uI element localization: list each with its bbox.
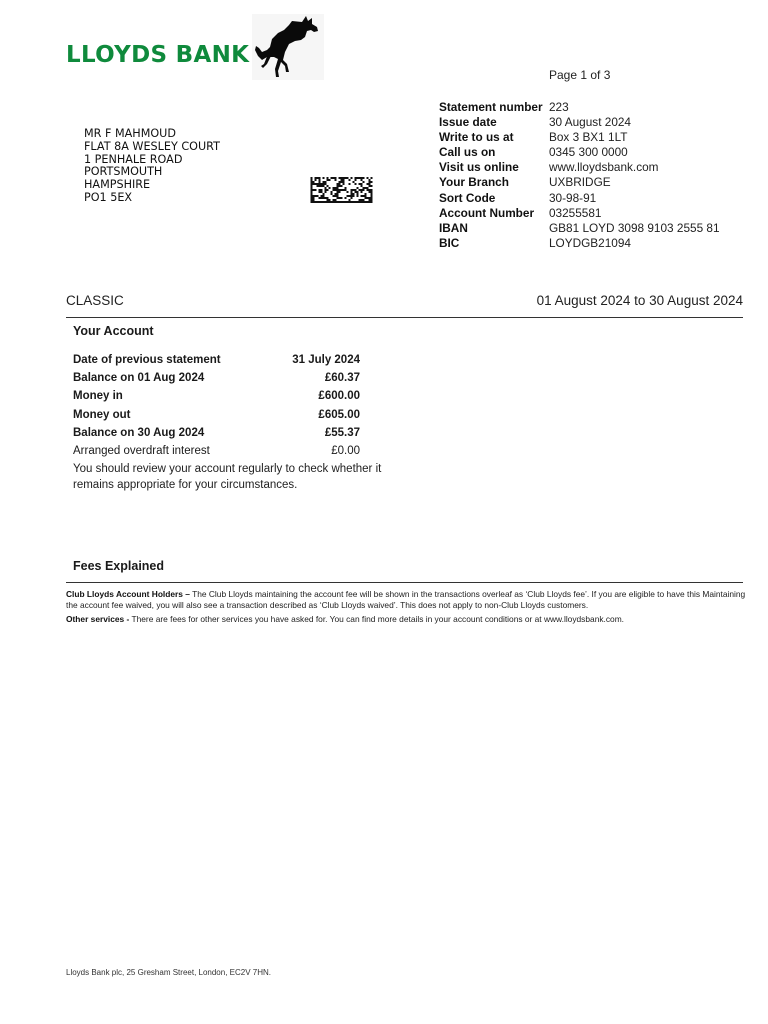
info-label: Statement number bbox=[439, 100, 543, 114]
info-row bbox=[439, 221, 720, 236]
fee-title: Club Lloyds Account Holders – bbox=[66, 589, 190, 599]
summary-value: £55.37 bbox=[324, 426, 360, 439]
summary-value: £605.00 bbox=[318, 408, 360, 421]
info-label: Account Number bbox=[439, 205, 535, 220]
info-row bbox=[439, 175, 720, 190]
summary-value: £60.37 bbox=[324, 372, 360, 385]
recipient-address bbox=[84, 128, 220, 205]
info-value: 30-98-91 bbox=[549, 190, 597, 205]
info-row bbox=[439, 206, 720, 221]
info-value: 30 August 2024 bbox=[549, 115, 631, 130]
account-summary bbox=[73, 351, 363, 460]
info-value: 03255581 bbox=[549, 205, 602, 220]
fee-text: There are fees for other services you have asked for. You can find more details in your account conditions or at www.lloydsbank.com. bbox=[129, 613, 625, 624]
info-label: IBAN bbox=[439, 220, 468, 235]
summary-row bbox=[73, 424, 363, 442]
summary-row bbox=[73, 369, 363, 387]
info-value: www.lloydsbank.com bbox=[549, 160, 659, 175]
info-row bbox=[439, 160, 720, 175]
info-value: LOYDGB21094 bbox=[549, 235, 631, 250]
footer-address: Lloyds Bank plc, 25 Gresham Street, London, EC2V 7HN. bbox=[66, 968, 271, 977]
info-row bbox=[439, 100, 720, 115]
info-value: GB81 LOYD 3098 9103 2555 81 bbox=[549, 220, 720, 235]
account-type: CLASSIC bbox=[66, 293, 124, 308]
summary-label: Date of previous statement bbox=[73, 354, 221, 366]
summary-label: Arranged overdraft interest bbox=[73, 444, 210, 457]
info-value: Box 3 BX1 1LT bbox=[549, 130, 628, 145]
info-value: UXBRIDGE bbox=[549, 175, 611, 190]
address-line: 1 PENHALE ROAD bbox=[84, 152, 183, 166]
address-line: HAMPSHIRE bbox=[84, 178, 151, 192]
fee-paragraph bbox=[66, 614, 746, 625]
summary-row bbox=[73, 442, 363, 460]
info-label: Call us on bbox=[439, 145, 496, 160]
address-line: MR F MAHMOUD bbox=[84, 127, 176, 140]
section-heading: Your Account bbox=[73, 324, 154, 338]
summary-value: £0.00 bbox=[331, 444, 360, 457]
summary-row bbox=[73, 387, 363, 405]
divider bbox=[66, 317, 743, 318]
summary-label: Money in bbox=[73, 390, 123, 403]
info-value: 0345 300 0000 bbox=[549, 145, 628, 160]
fees-explanation bbox=[66, 589, 746, 627]
lloyds-bank-logo bbox=[66, 14, 324, 80]
black-horse-icon bbox=[252, 14, 324, 80]
barcode-icon bbox=[310, 177, 373, 203]
info-label: BIC bbox=[439, 235, 460, 250]
info-label: Sort Code bbox=[439, 190, 496, 205]
summary-value: £600.00 bbox=[318, 390, 360, 403]
summary-label: Balance on 30 Aug 2024 bbox=[73, 426, 205, 439]
info-label: Issue date bbox=[439, 115, 497, 130]
summary-label: Balance on 01 Aug 2024 bbox=[73, 372, 205, 385]
page-number: Page 1 of 3 bbox=[549, 68, 611, 82]
info-row bbox=[439, 130, 720, 145]
info-row bbox=[439, 236, 720, 251]
divider bbox=[66, 582, 743, 583]
statement-period: 01 August 2024 to 30 August 2024 bbox=[536, 293, 743, 308]
brand-name: LLOYDS BANK bbox=[66, 42, 250, 68]
summary-row bbox=[73, 406, 363, 424]
summary-value: 31 July 2024 bbox=[292, 354, 360, 366]
info-label: Your Branch bbox=[439, 175, 509, 190]
fee-text: The Club Lloyds maintaining the account fee will be shown in the transactions overleaf as ‘Club Lloyds fee’. If you are eligible to have this Maintaining the account fee waived, you will also see a transaction described as ‘Club Lloyds waived’. This does not apply to non-Club Lloyds customers. bbox=[66, 589, 746, 611]
address-line: FLAT 8A WESLEY COURT bbox=[84, 139, 220, 153]
info-label: Visit us online bbox=[439, 160, 519, 175]
address-line: PO1 5EX bbox=[84, 190, 133, 204]
info-row bbox=[439, 115, 720, 130]
fee-title: Other services - bbox=[66, 613, 130, 624]
section-heading: Fees Explained bbox=[73, 559, 165, 573]
info-value: 223 bbox=[549, 100, 569, 114]
info-row bbox=[439, 145, 720, 160]
info-row bbox=[439, 191, 720, 206]
statement-info bbox=[439, 100, 720, 251]
summary-row bbox=[73, 351, 363, 369]
review-note: You should review your account regularly to check whether it remains appropriate for your circumstances. bbox=[73, 463, 382, 491]
address-line: PORTSMOUTH bbox=[84, 165, 163, 179]
info-label: Write to us at bbox=[439, 130, 514, 145]
summary-label: Money out bbox=[73, 408, 131, 421]
fee-paragraph bbox=[66, 589, 746, 612]
